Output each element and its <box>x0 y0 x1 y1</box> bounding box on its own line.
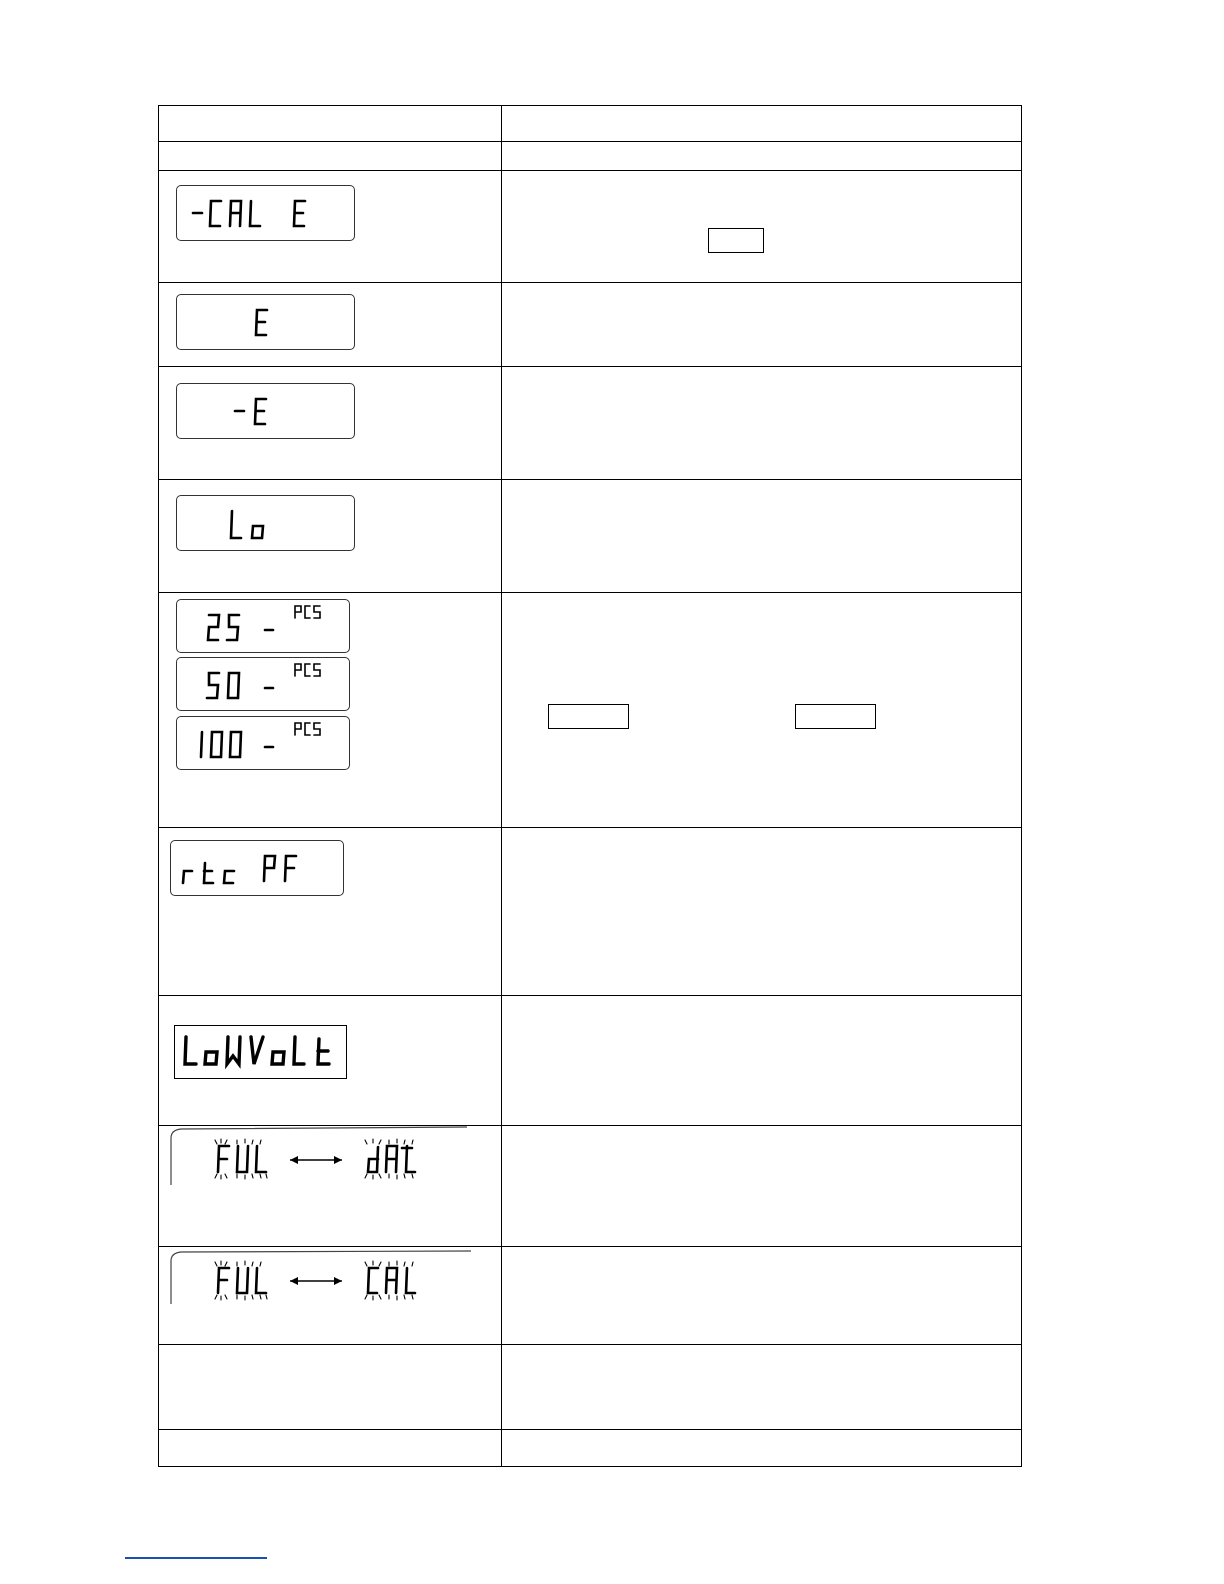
header-cell-description <box>502 106 1022 142</box>
table-row <box>159 593 1022 828</box>
segment-text <box>171 841 343 895</box>
table-row <box>159 1126 1022 1247</box>
display-cell <box>159 171 502 283</box>
description-cell <box>502 593 1022 828</box>
description-cell <box>502 480 1022 593</box>
display-cell <box>159 367 502 480</box>
display-cell <box>159 1126 502 1247</box>
key-button-icon <box>795 704 876 729</box>
segment-text <box>175 1026 346 1078</box>
table-row <box>159 367 1022 480</box>
table-row <box>159 283 1022 367</box>
display-cell <box>159 1430 502 1467</box>
table-subheader-row <box>159 142 1022 171</box>
table-row <box>159 1345 1022 1430</box>
display-cell <box>159 593 502 828</box>
segment-text <box>177 384 354 438</box>
segment-text <box>177 600 349 652</box>
lcd-display-rtc-pf <box>170 840 344 896</box>
display-cell <box>159 996 502 1126</box>
table-row <box>159 996 1022 1126</box>
display-cell <box>159 1247 502 1345</box>
subheader-cell-display <box>159 142 502 171</box>
description-cell <box>502 1247 1022 1345</box>
footer-link-underline[interactable] <box>125 1557 267 1559</box>
header-cell-display <box>159 106 502 142</box>
table-row <box>159 1247 1022 1345</box>
description-cell <box>502 171 1022 283</box>
double-arrow-icon <box>290 1156 342 1164</box>
description-cell <box>502 1345 1022 1430</box>
lcd-display-lowvolt <box>174 1025 347 1079</box>
error-code-table <box>158 105 1022 1467</box>
lcd-display-e <box>176 294 355 350</box>
description-cell <box>502 1126 1022 1247</box>
table-row <box>159 171 1022 283</box>
key-button-icon <box>548 704 629 729</box>
subheader-cell-description <box>502 142 1022 171</box>
description-cell <box>502 996 1022 1126</box>
display-cell <box>159 828 502 996</box>
segment-text <box>177 717 349 769</box>
table-header-row <box>159 106 1022 142</box>
table-row <box>159 1430 1022 1467</box>
lcd-display-cal-e <box>176 185 355 241</box>
display-cell <box>159 283 502 367</box>
lcd-display-lo <box>176 495 355 551</box>
description-cell <box>502 283 1022 367</box>
double-arrow-icon <box>290 1277 342 1285</box>
key-button-icon <box>708 228 764 253</box>
display-cell <box>159 480 502 593</box>
lcd-display-50-pcs <box>176 657 350 711</box>
table-row <box>159 828 1022 996</box>
table-row <box>159 480 1022 593</box>
blinking-lcd-ful-dat <box>159 1126 499 1196</box>
segment-text <box>177 496 354 550</box>
display-cell <box>159 1345 502 1430</box>
description-cell <box>502 1430 1022 1467</box>
lcd-display-100-pcs <box>176 716 350 770</box>
blinking-lcd-ful-cal <box>159 1247 499 1317</box>
segment-text <box>177 186 354 240</box>
lcd-display-minus-e <box>176 383 355 439</box>
segment-text <box>177 295 354 349</box>
lcd-display-25-pcs <box>176 599 350 653</box>
segment-text <box>177 658 349 710</box>
description-cell <box>502 367 1022 480</box>
description-cell <box>502 828 1022 996</box>
